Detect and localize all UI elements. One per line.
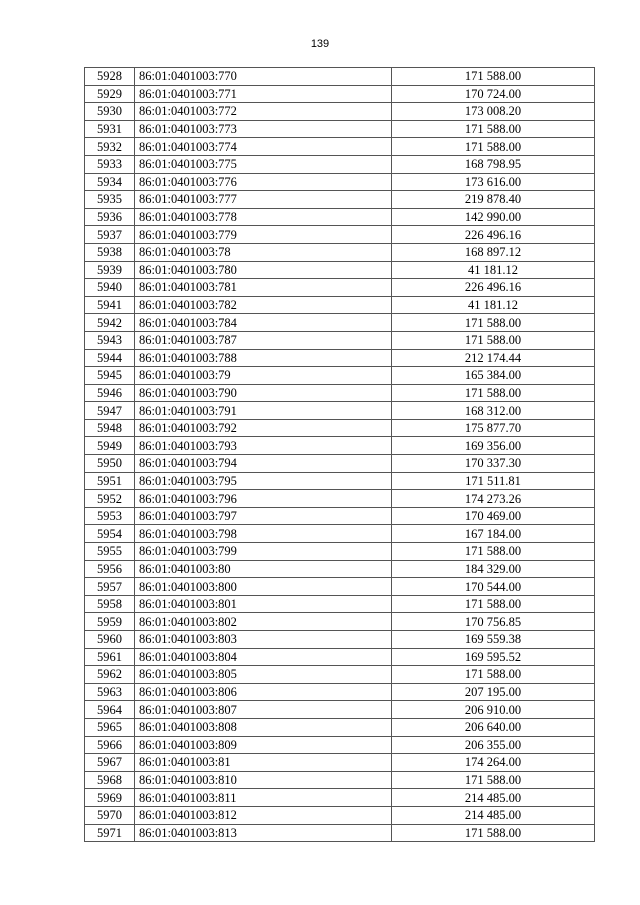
cadastral-value-cell: 174 264.00 <box>392 754 595 772</box>
row-number-cell: 5929 <box>85 85 135 103</box>
cadastral-number-cell: 86:01:0401003:78 <box>135 243 392 261</box>
cadastral-number-cell: 86:01:0401003:795 <box>135 472 392 490</box>
table-row <box>85 138 595 156</box>
cadastral-number-cell: 86:01:0401003:796 <box>135 490 392 508</box>
row-number-cell: 5946 <box>85 384 135 402</box>
table-row <box>85 578 595 596</box>
row-number-cell: 5939 <box>85 261 135 279</box>
cadastral-number-cell: 86:01:0401003:800 <box>135 578 392 596</box>
cadastral-number-cell: 86:01:0401003:813 <box>135 824 392 842</box>
row-number-cell: 5945 <box>85 367 135 385</box>
row-number-cell: 5961 <box>85 648 135 666</box>
row-number-cell: 5933 <box>85 155 135 173</box>
cadastral-number-cell: 86:01:0401003:772 <box>135 103 392 121</box>
cadastral-number-cell: 86:01:0401003:798 <box>135 525 392 543</box>
cadastral-value-cell: 168 897.12 <box>392 243 595 261</box>
cadastral-number-cell: 86:01:0401003:802 <box>135 613 392 631</box>
table-row <box>85 543 595 561</box>
row-number-cell: 5934 <box>85 173 135 191</box>
table-row <box>85 331 595 349</box>
table-row <box>85 173 595 191</box>
table-row <box>85 349 595 367</box>
table-row <box>85 525 595 543</box>
cadastral-value-cell: 173 008.20 <box>392 103 595 121</box>
cadastral-value-cell: 171 588.00 <box>392 314 595 332</box>
table-row <box>85 367 595 385</box>
cadastral-value-cell: 170 756.85 <box>392 613 595 631</box>
cadastral-number-cell: 86:01:0401003:792 <box>135 419 392 437</box>
table-row <box>85 68 595 86</box>
cadastral-value-cell: 165 384.00 <box>392 367 595 385</box>
cadastral-value-cell: 171 588.00 <box>392 595 595 613</box>
row-number-cell: 5963 <box>85 683 135 701</box>
table-row <box>85 296 595 314</box>
cadastral-value-cell: 170 337.30 <box>392 455 595 473</box>
cadastral-number-cell: 86:01:0401003:793 <box>135 437 392 455</box>
row-number-cell: 5949 <box>85 437 135 455</box>
row-number-cell: 5957 <box>85 578 135 596</box>
table-row <box>85 613 595 631</box>
row-number-cell: 5947 <box>85 402 135 420</box>
row-number-cell: 5958 <box>85 595 135 613</box>
row-number-cell: 5940 <box>85 279 135 297</box>
cadastral-number-cell: 86:01:0401003:801 <box>135 595 392 613</box>
cadastral-number-cell: 86:01:0401003:80 <box>135 560 392 578</box>
row-number-cell: 5942 <box>85 314 135 332</box>
row-number-cell: 5971 <box>85 824 135 842</box>
cadastral-value-cell: 171 588.00 <box>392 138 595 156</box>
row-number-cell: 5931 <box>85 120 135 138</box>
table-row <box>85 718 595 736</box>
table-row <box>85 103 595 121</box>
cadastral-number-cell: 86:01:0401003:79 <box>135 367 392 385</box>
table-row <box>85 226 595 244</box>
cadastral-number-cell: 86:01:0401003:803 <box>135 631 392 649</box>
table-row <box>85 490 595 508</box>
table-row <box>85 279 595 297</box>
cadastral-number-cell: 86:01:0401003:782 <box>135 296 392 314</box>
row-number-cell: 5965 <box>85 718 135 736</box>
cadastral-number-cell: 86:01:0401003:812 <box>135 806 392 824</box>
table-row <box>85 824 595 842</box>
cadastral-value-cell: 174 273.26 <box>392 490 595 508</box>
cadastral-value-cell: 171 588.00 <box>392 543 595 561</box>
cadastral-number-cell: 86:01:0401003:807 <box>135 701 392 719</box>
cadastral-value-cell: 168 798.95 <box>392 155 595 173</box>
cadastral-value-cell: 171 511.81 <box>392 472 595 490</box>
page-number: 139 <box>310 38 330 50</box>
row-number-cell: 5938 <box>85 243 135 261</box>
table-row <box>85 736 595 754</box>
table-row <box>85 648 595 666</box>
row-number-cell: 5959 <box>85 613 135 631</box>
cadastral-number-cell: 86:01:0401003:773 <box>135 120 392 138</box>
table-row <box>85 120 595 138</box>
cadastral-value-cell: 170 469.00 <box>392 507 595 525</box>
cadastral-value-cell: 171 588.00 <box>392 824 595 842</box>
row-number-cell: 5944 <box>85 349 135 367</box>
cadastral-number-cell: 86:01:0401003:784 <box>135 314 392 332</box>
cadastral-value-cell: 167 184.00 <box>392 525 595 543</box>
row-number-cell: 5970 <box>85 806 135 824</box>
cadastral-number-cell: 86:01:0401003:805 <box>135 666 392 684</box>
cadastral-value-cell: 175 877.70 <box>392 419 595 437</box>
cadastral-value-cell: 206 640.00 <box>392 718 595 736</box>
cadastral-number-cell: 86:01:0401003:810 <box>135 771 392 789</box>
cadastral-number-cell: 86:01:0401003:787 <box>135 331 392 349</box>
table-row <box>85 208 595 226</box>
cadastral-number-cell: 86:01:0401003:797 <box>135 507 392 525</box>
cadastral-value-cell: 170 724.00 <box>392 85 595 103</box>
table-row <box>85 560 595 578</box>
row-number-cell: 5943 <box>85 331 135 349</box>
table-row <box>85 789 595 807</box>
cadastral-value-cell: 212 174.44 <box>392 349 595 367</box>
cadastral-value-cell: 169 559.38 <box>392 631 595 649</box>
cadastral-value-cell: 142 990.00 <box>392 208 595 226</box>
table-row <box>85 384 595 402</box>
row-number-cell: 5953 <box>85 507 135 525</box>
cadastral-number-cell: 86:01:0401003:794 <box>135 455 392 473</box>
cadastral-value-cell: 171 588.00 <box>392 666 595 684</box>
cadastral-value-cell: 206 910.00 <box>392 701 595 719</box>
cadastral-value-cell: 226 496.16 <box>392 226 595 244</box>
cadastral-number-cell: 86:01:0401003:788 <box>135 349 392 367</box>
row-number-cell: 5948 <box>85 419 135 437</box>
table-row <box>85 191 595 209</box>
cadastral-number-cell: 86:01:0401003:775 <box>135 155 392 173</box>
cadastral-value-cell: 41 181.12 <box>392 261 595 279</box>
table-row <box>85 85 595 103</box>
cadastral-number-cell: 86:01:0401003:799 <box>135 543 392 561</box>
cadastral-number-cell: 86:01:0401003:811 <box>135 789 392 807</box>
table-row <box>85 806 595 824</box>
row-number-cell: 5936 <box>85 208 135 226</box>
cadastral-value-cell: 171 588.00 <box>392 771 595 789</box>
row-number-cell: 5964 <box>85 701 135 719</box>
cadastral-value-cell: 206 355.00 <box>392 736 595 754</box>
cadastral-value-cell: 171 588.00 <box>392 331 595 349</box>
row-number-cell: 5930 <box>85 103 135 121</box>
table-row <box>85 314 595 332</box>
row-number-cell: 5928 <box>85 68 135 86</box>
table-row <box>85 683 595 701</box>
cadastral-value-cell: 170 544.00 <box>392 578 595 596</box>
table-row <box>85 771 595 789</box>
cadastral-number-cell: 86:01:0401003:806 <box>135 683 392 701</box>
row-number-cell: 5937 <box>85 226 135 244</box>
table-row <box>85 754 595 772</box>
row-number-cell: 5932 <box>85 138 135 156</box>
cadastral-number-cell: 86:01:0401003:776 <box>135 173 392 191</box>
table-row <box>85 666 595 684</box>
cadastral-value-cell: 184 329.00 <box>392 560 595 578</box>
cadastral-value-cell: 207 195.00 <box>392 683 595 701</box>
cadastral-number-cell: 86:01:0401003:804 <box>135 648 392 666</box>
row-number-cell: 5954 <box>85 525 135 543</box>
table-row <box>85 402 595 420</box>
row-number-cell: 5962 <box>85 666 135 684</box>
cadastral-value-table <box>84 67 595 842</box>
table-row <box>85 437 595 455</box>
table-body <box>85 68 595 842</box>
table-row <box>85 701 595 719</box>
cadastral-number-cell: 86:01:0401003:780 <box>135 261 392 279</box>
cadastral-value-cell: 41 181.12 <box>392 296 595 314</box>
row-number-cell: 5935 <box>85 191 135 209</box>
table-row <box>85 419 595 437</box>
row-number-cell: 5952 <box>85 490 135 508</box>
cadastral-value-cell: 219 878.40 <box>392 191 595 209</box>
row-number-cell: 5968 <box>85 771 135 789</box>
cadastral-number-cell: 86:01:0401003:81 <box>135 754 392 772</box>
cadastral-number-cell: 86:01:0401003:771 <box>135 85 392 103</box>
cadastral-value-cell: 173 616.00 <box>392 173 595 191</box>
row-number-cell: 5967 <box>85 754 135 772</box>
cadastral-number-cell: 86:01:0401003:808 <box>135 718 392 736</box>
cadastral-value-cell: 214 485.00 <box>392 789 595 807</box>
cadastral-value-cell: 171 588.00 <box>392 384 595 402</box>
row-number-cell: 5951 <box>85 472 135 490</box>
cadastral-number-cell: 86:01:0401003:779 <box>135 226 392 244</box>
row-number-cell: 5941 <box>85 296 135 314</box>
cadastral-number-cell: 86:01:0401003:778 <box>135 208 392 226</box>
table-row <box>85 261 595 279</box>
cadastral-number-cell: 86:01:0401003:781 <box>135 279 392 297</box>
cadastral-number-cell: 86:01:0401003:791 <box>135 402 392 420</box>
cadastral-value-cell: 171 588.00 <box>392 120 595 138</box>
table-row <box>85 455 595 473</box>
row-number-cell: 5966 <box>85 736 135 754</box>
table-row <box>85 631 595 649</box>
table-row <box>85 472 595 490</box>
cadastral-value-cell: 226 496.16 <box>392 279 595 297</box>
cadastral-number-cell: 86:01:0401003:770 <box>135 68 392 86</box>
table-row <box>85 595 595 613</box>
table-row <box>85 243 595 261</box>
row-number-cell: 5969 <box>85 789 135 807</box>
cadastral-value-cell: 171 588.00 <box>392 68 595 86</box>
row-number-cell: 5955 <box>85 543 135 561</box>
cadastral-value-cell: 169 356.00 <box>392 437 595 455</box>
cadastral-value-cell: 214 485.00 <box>392 806 595 824</box>
cadastral-number-cell: 86:01:0401003:790 <box>135 384 392 402</box>
cadastral-number-cell: 86:01:0401003:809 <box>135 736 392 754</box>
row-number-cell: 5960 <box>85 631 135 649</box>
row-number-cell: 5956 <box>85 560 135 578</box>
cadastral-number-cell: 86:01:0401003:774 <box>135 138 392 156</box>
row-number-cell: 5950 <box>85 455 135 473</box>
cadastral-value-cell: 169 595.52 <box>392 648 595 666</box>
cadastral-number-cell: 86:01:0401003:777 <box>135 191 392 209</box>
table-row <box>85 155 595 173</box>
table-row <box>85 507 595 525</box>
cadastral-value-cell: 168 312.00 <box>392 402 595 420</box>
